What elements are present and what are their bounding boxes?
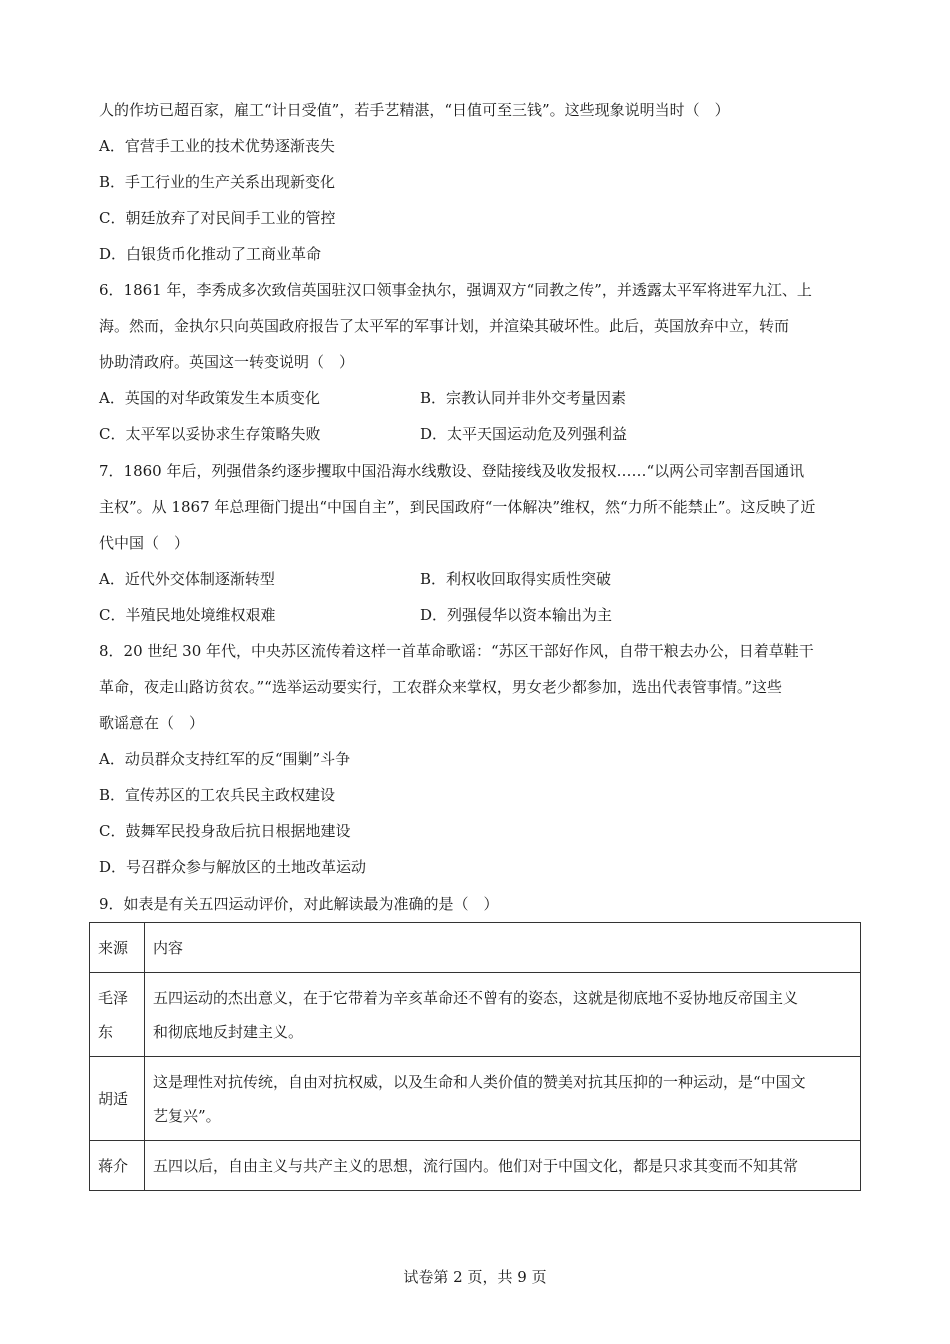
table-cell-source [90,1141,145,1191]
table-header-row [90,923,861,973]
evaluation-table [89,922,861,1191]
table-row [90,1141,861,1191]
q7-option-c: C．半殖民地处境维权艰难 [99,606,276,624]
q7-stem-line-1: 7．1860 年后，列强借条约逐步攫取中国沿海水线敷设、登陆接线及收发报权……“以两公司宰割吾国通讯 [99,462,805,480]
content-line: 五四运动的杰出意义，在于它带着为辛亥革命还不曾有的姿态，这就是彻底地不妥协地反帝国主义 [153,988,799,1007]
q7-option-b: B．利权收回取得实质性突破 [420,570,612,588]
table-cell-content [145,973,861,1057]
source-line: 东 [98,1022,114,1041]
content-line: 和彻底地反封建主义。 [153,1022,304,1041]
table-row [90,973,861,1057]
content-line: 五四以后，自由主义与共产主义的思想，流行国内。他们对于中国文化，都是只求其变而不知其常 [153,1157,799,1175]
table-cell-content [145,1057,861,1141]
page-footer: 试卷第 2 页，共 9 页 [403,1268,547,1286]
q7-stem-line-3: 代中国（ ） [99,534,190,552]
q6-option-a: A．英国的对华政策发生本质变化 [99,389,320,407]
q6-option-b: B．宗教认同并非外交考量因素 [420,389,627,407]
table-row [90,1057,861,1141]
q5-stem-tail: 人的作坊已超百家，雇工“计日受值”，若手艺精湛，“日值可至三钱”。这些现象说明当时（ ） [99,101,730,119]
q5-option-a: A．官营手工业的技术优势逐渐丧失 [99,137,335,155]
q7-stem-line-2: 主权”。从 1867 年总理衙门提出“中国自主”，到民国政府“一体解决”维权，然“力所不能禁止”。这反映了近 [99,498,816,516]
content-line: 艺复兴”。 [153,1106,221,1125]
q8-stem-line-3: 歌谣意在（ ） [99,714,205,732]
q6-option-c: C．太平军以妥协求生存策略失败 [99,425,321,443]
q5-option-b: B．手工行业的生产关系出现新变化 [99,173,336,191]
q5-option-d: D．白银货币化推动了工商业革命 [99,245,322,263]
q8-option-d: D．号召群众参与解放区的土地改革运动 [99,858,367,876]
q6-stem-line-2: 海。然而，金执尔只向英国政府报告了太平军的军事计划，并渲染其破坏性。此后，英国放弃中立，转而 [99,317,790,335]
source-line: 蒋介 [98,1157,129,1175]
content-line: 这是理性对抗传统，自由对抗权威，以及生命和人类价值的赞美对抗其压抑的一种运动，是“中国文 [153,1072,806,1091]
q6-stem-line-1: 6．1861 年，李秀成多次致信英国驻汉口领事金执尔，强调双方“同教之传”，并透露太平军将进军九江、上 [99,281,812,299]
table-header-source: 来源 [90,923,145,973]
table-header-content: 内容 [145,923,861,973]
q5-option-c: C．朝廷放弃了对民间手工业的管控 [99,209,336,227]
q7-option-a: A．近代外交体制逐渐转型 [99,570,275,588]
table-cell-source [90,973,145,1057]
q9-stem: 9．如表是有关五四运动评价，对此解读最为准确的是（ ） [99,895,499,913]
table-cell-content [145,1141,861,1191]
q8-option-c: C．鼓舞军民投身敌后抗日根据地建设 [99,822,351,840]
q6-stem-line-3: 协助清政府。英国这一转变说明（ ） [99,353,355,371]
q7-option-d: D．列强侵华以资本输出为主 [420,606,613,624]
table-cell-source [90,1057,145,1141]
q8-stem-line-1: 8．20 世纪 30 年代，中央苏区流传着这样一首革命歌谣：“苏区干部好作风，自带干粮去办公，日着草鞋干 [99,642,814,660]
source-line: 胡适 [98,1090,129,1108]
q8-option-b: B．宣传苏区的工农兵民主政权建设 [99,786,336,804]
source-line: 毛泽 [98,988,129,1007]
q8-option-a: A．动员群众支持红军的反“围剿”斗争 [99,750,351,768]
q8-stem-line-2: 革命，夜走山路访贫农。”“选举运动要实行，工农群众来掌权，男女老少都参加，选出代表管事情。”这些 [99,678,783,696]
q6-option-d: D．太平天国运动危及列强利益 [420,425,628,443]
